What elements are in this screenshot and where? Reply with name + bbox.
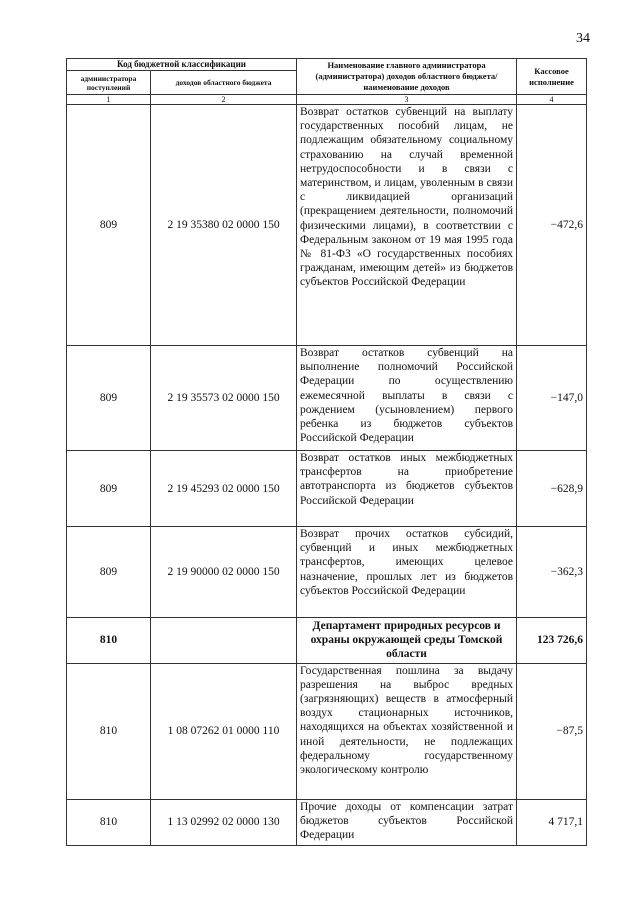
column-number-4: 4 xyxy=(517,95,587,105)
column-number-2: 2 xyxy=(151,95,297,105)
column-number-3: 3 xyxy=(297,95,517,105)
table-row xyxy=(67,663,587,799)
income-name-cell: Государственная пошлина за выдачу разрешения на выброс вредных (загрязняющих) веществ в атмосферный воздух стационарных источников, находящихся на объектах хозяйственной и иной деятельности, не подлежащих федеральному государственному экологическому контролю xyxy=(297,663,517,799)
income-name-cell: Прочие доходы от компенсации затрат бюджетов субъектов Российской Федерации xyxy=(297,799,517,845)
admin-code-cell: 810 xyxy=(67,663,151,799)
header-budget-classification-code: Код бюджетной классификации xyxy=(67,59,297,71)
income-name-cell: Возврат остатков субвенций на выполнение полномочий Российской Федерации по осуществлению ежемесячной выплаты в связи с рождением (усыновлением) первого ребенка из бюджетов субъектов Российской Федерации xyxy=(297,346,517,451)
table-row xyxy=(67,451,587,527)
admin-code-cell: 810 xyxy=(67,618,151,664)
header-name-column: Наименование главного администратора (администратора) доходов областного бюджета/ наименование доходов xyxy=(297,59,517,95)
table-row xyxy=(67,799,587,845)
income-code-cell: 2 19 45293 02 0000 150 xyxy=(151,451,297,527)
amount-cell: −628,9 xyxy=(517,451,587,527)
table-row xyxy=(67,346,587,451)
table-row xyxy=(67,527,587,618)
admin-code-cell: 810 xyxy=(67,799,151,845)
income-code-cell: 2 19 35573 02 0000 150 xyxy=(151,346,297,451)
income-name-cell: Возврат остатков иных межбюджетных трансфертов на приобретение автотранспорта из бюджетов субъектов Российской Федерации xyxy=(297,451,517,527)
income-code-cell: 1 08 07262 01 0000 110 xyxy=(151,663,297,799)
income-code-cell: 2 19 90000 02 0000 150 xyxy=(151,527,297,618)
admin-code-cell: 809 xyxy=(67,105,151,346)
amount-cell: −87,5 xyxy=(517,663,587,799)
page-number: 34 xyxy=(576,31,590,46)
amount-cell: 123 726,6 xyxy=(517,618,587,664)
table-row xyxy=(67,105,587,346)
income-code-cell: 1 13 02992 02 0000 130 xyxy=(151,799,297,845)
column-number-1: 1 xyxy=(67,95,151,105)
department-name-cell: Департамент природных ресурсов и охраны окружающей среды Томской области xyxy=(297,618,517,664)
header-income-column: доходов областного бюджета xyxy=(151,71,297,95)
amount-cell: −362,3 xyxy=(517,527,587,618)
income-name-cell: Возврат остатков субвенций на выплату государственных пособий лицам, не подлежащим обязательному социальному страхованию на случай временной нетрудоспособности и в связи с материнством, и лицам, уволенным в связи с ликвидацией организаций (прекращением деятельности, полномочий физическими лицами), в соответствии с Федеральным законом от 19 мая 1995 года № 81-ФЗ «О государственных пособиях гражданам, имеющим детей» из бюджетов субъектов Российской Федерации xyxy=(297,105,517,346)
amount-cell: −472,6 xyxy=(517,105,587,346)
amount-cell: −147,0 xyxy=(517,346,587,451)
revenue-table xyxy=(66,58,587,846)
amount-cell: 4 717,1 xyxy=(517,799,587,845)
income-code-cell xyxy=(151,618,297,664)
header-admin-column: администратора поступлений xyxy=(67,71,151,95)
department-row xyxy=(67,618,587,664)
admin-code-cell: 809 xyxy=(67,346,151,451)
income-code-cell: 2 19 35380 02 0000 150 xyxy=(151,105,297,346)
header-amount-column: Кассовое исполнение xyxy=(517,59,587,95)
income-name-cell: Возврат прочих остатков субсидий, субвенций и иных межбюджетных трансфертов, имеющих целевое назначение, прошлых лет из бюджетов субъектов Российской Федерации xyxy=(297,527,517,618)
admin-code-cell: 809 xyxy=(67,527,151,618)
admin-code-cell: 809 xyxy=(67,451,151,527)
